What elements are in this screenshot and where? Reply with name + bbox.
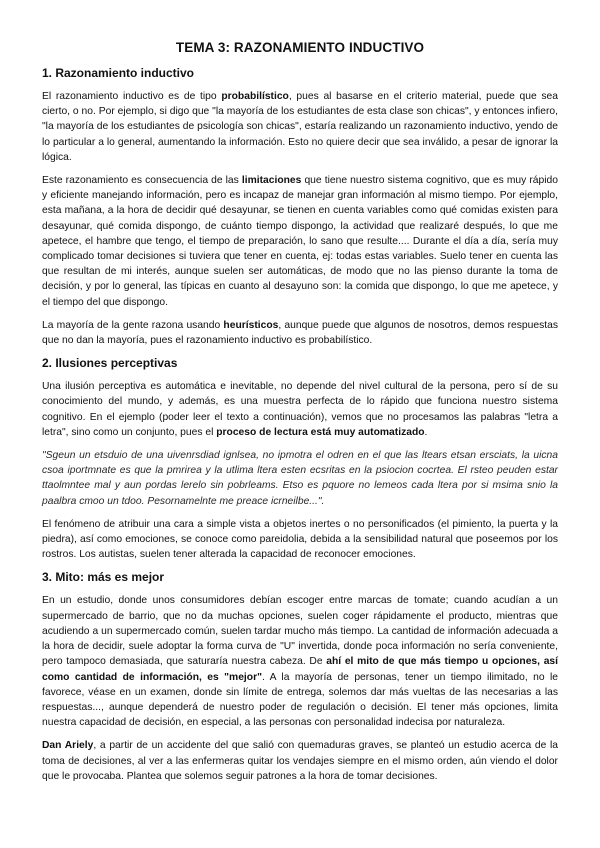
paragraph-s2-p2: El fenómeno de atribuir una cara a simple vista a objetos inertes o no personificados (el pimiento, la puerta y la piedra), así como emociones, se conoce como pareidolia, debida a la sensibilidad natural que poseemos por los rostros. Los autistas, suelen tener alterada la capacidad de reconocer emociones. — [42, 518, 558, 561]
paragraph-s3-p1: En un estudio, donde unos consumidores debían escoger entre marcas de tomate; cuando acudían a un supermercado de barrio, que no da muchas opciones, suelen coger rápidamente el producto, mientras que acudiendo a un supermercado común, suelen tardar mucho más tiempo. La cantidad de información adecuada a la hora de decidir, suele adoptar la forma curva de "U" invertida, donde poca información no sería conveniente, pero tampoco demasiada, que saturaría nuestra cabeza. De ahí el mito de que más tiempo u opciones, así como cantidad de información, es "mejor". A la mayoría de personas, tener un tiempo ilimitado, no le favorece, véase en un examen, donde sin límite de entrega, solemos dar más vueltas de las necesarias a las respuestas..., aunque dependerá de nuestro poder de regulación o decisión. El tener más opciones, limita nuestra capacidad de decisión, en especial, a las personas con personalidad indecisa por naturaleza. — [42, 595, 559, 729]
section-heading-2: 2. Ilusiones perceptivas — [42, 356, 178, 371]
section-heading-3: 3. Mito: más es mejor — [42, 570, 165, 585]
paragraph-s1-p1: El razonamiento inductivo es de tipo probabilístico, pues al basarse en el criterio material, puede que sea cierto, o no. Por ejemplo, si digo que "la mayoría de los estudiantes de esta clase son chicas", y entonces infiero, "la mayoría de los estudiantes de psicología son chicas", estaría realizando un razonamiento inductivo, yendo de lo particular a lo general, aumentando la información. Esto no quiere decir que sea inválido, a pesar de ignorar la lógica. — [42, 91, 558, 163]
paragraph-s2-p1: Una ilusión perceptiva es automática e inevitable, no depende del nivel cultural de la persona, pero sí de su conocimiento del mundo, y además, es una muestra perfecta de lo rápido que funciona nuestro sistema cognitivo. En el ejemplo (poder leer el texto a continuación), vemos que no procesamos las palabras "letra a letra", sino como un conjunto, pues el proceso de lectura está muy automatizado. — [42, 381, 558, 438]
scrambled-text-quote: "Sgeun un etsduio de una uivenrsdiad ignlsea, no ipmotra el odren en el que las ltears etsan ersciats, la uicna csoa iportmnate es que la pmrirea y la utlima ltera esten ecsritas en la psiocion cocrtea. El rsteo peuden estar ttaolmntee mal y aun pordas lerelo sin pobrleams. Etso es pquore no lemeos cada ltera por si msima snio la paalbra cmoo un tdoo. Pesornamelnte me preace icrneilbe...". — [42, 450, 558, 507]
paragraph-s1-p2: Este razonamiento es consecuencia de las limitaciones que tiene nuestro sistema cognitivo, que es muy rápido y eficiente manejando información, pero es incapaz de manejar gran información al mismo tiempo. Por ejemplo, esta mañana, a la hora de decidir qué desayunar, se tienen en cuenta variables como qué comidas existen para desayunar, qué comida dispongo, de cuánto tiempo dispongo, la actividad que realizaré después, lo que me apetece, el hambre que tengo, el tiempo de preparación, lo sano que resulte.... Durante el día a día, sería muy complicado tomar decisiones si tuviera que tener en cuenta, ej: todas estas variables. Suelo tener en cuenta las que resultan de mi interés, aunque suelen ser automáticas, de modo que no las pienso durante la toma de decisión, y por lo general, las típicas en cuanto al desayuno son: la comida que dispongo, lo que me apetece, y el tiempo del que dispongo. — [42, 175, 558, 308]
section-heading-1: 1. Razonamiento inductivo — [42, 66, 195, 80]
paragraph-s1-p3: La mayoría de la gente razona usando heurísticos, aunque puede que algunos de nosotros, demos respuestas que no dan la mayoría, pues el razonamiento inductivo es probabilístico. — [42, 319, 558, 347]
paragraph-s3-p2: Dan Ariely, a partir de un accidente del que salió con quemaduras graves, se planteó un estudio acerca de la toma de decisiones, al ver a las enfermeras quitar los vendajes siempre en el mismo orden, aún viendo el dolor que le provocaba. Plantea que solemos seguir patrones a la hora de tomar decisiones. — [42, 740, 558, 782]
document-title: TEMA 3: RAZONAMIENTO INDUCTIVO — [175, 40, 425, 55]
